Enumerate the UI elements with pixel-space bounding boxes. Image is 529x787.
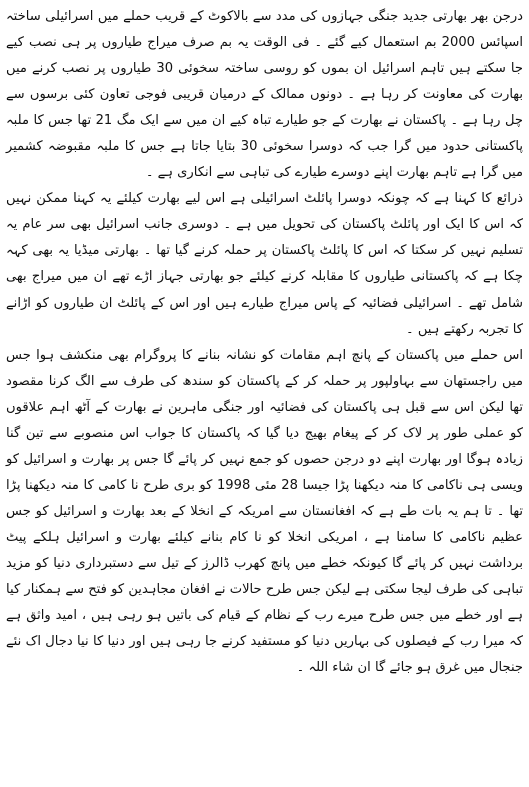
article-paragraph-3: اس حملے میں پاکستان کے پانچ اہم مقامات کو نشانہ بنانے کا پروگرام بھی منکشف ہوا جس میں راجستھان سے بہاولپور پر حملہ کر کے پاکستان کو سندھ کی طرف سے الگ کرنا مقصود تھا لیکن اس سے قبل ہی پاکستان کی فضائیہ اور جنگی ماہرین نے بھارت کے آٹھ اہم علاقوں کو عملی طور پر لاک کر کے پیغام بھیج دیا گیا کہ پاکستان کا جواب اس منصوبے سے تین گنا زیادہ ہوگا اور بھارت اپنے دو درجن حصوں کو جمع نہیں کر پائے گا جس پر بھارت و اسرائیل کو ویسی ہی ناکامی کا منہ دیکھنا پڑا جیسا 28 مئی 1998 کو بری طرح نا کامی کا منہ دیکھنا پڑا تھا ۔ تا ہم یہ بات طے ہے کہ افغانستان سے امریکہ کے انخلا کے بعد بھارت و اسرائیل کو جس عظیم ناکامی کا سامنا ہے ، امریکی انخلا کو نا کام بنانے کیلئے بھارت و اسرائیل ہلکے پیٹ برداشت نہیں کر پائے گا کیونکہ خطے میں پانچ کھرب ڈالرز کے تیل سے دستبرداری دنیا کو مزید تباہی کی طرف لیجا سکتی ہے لیکن جس طرح حالات نے افغان مجاہدین کو فتح سے ہمکنار کیا ہے اور خطے میں جس طرح میرے رب کے نظام کے قیام کی باتیں ہو رہی ہیں ، امید واثق ہے کہ میرا رب کے فیصلوں کی بہاریں دنیا کو مستفید کرنے جا رہی ہیں اور دنیا کا نیا دجال اک نئے جنجال میں غرق ہو جائے گا ان شاء اللہ ۔ (6, 347, 524, 676)
article-paragraph-2: ذرائع کا کہنا ہے کہ چونکہ دوسرا پائلٹ اسرائیلی ہے اس لیے بھارت کیلئے یہ کہنا ممکن نہیں کہ اس کا ایک اور پائلٹ پاکستان کی تحویل میں ہے ۔ دوسری جانب اسرائیل بھی سر عام یہ تسلیم نہیں کر سکتا کہ اس کا پائلٹ پاکستان پر حملہ کرنے گیا تھا ۔ بھارتی میڈیا یہ بھی کہہ چکا ہے کہ پاکستانی طیاروں کا مقابلہ کرنے کیلئے جو بھارتی جہاز اڑے تھے ان میں میراج بھی شامل تھے ۔ اسرائیلی فضائیہ کے پاس میراج طیارے ہیں اور اس کے پائلٹ ان طیاروں کو اڑانے کا تجربہ رکھتے ہیں ۔ (6, 191, 523, 337)
article-paragraph-1: درجن بھر بھارتی جدید جنگی جہازوں کی مدد سے بالاکوٹ کے قریب حملے میں اسرائیلی ساختہ اسپائس 2000 بم استعمال کیے گئے ۔ فی الوقت یہ بم صرف میراج طیاروں پر ہی نصب کیے جا سکتے ہیں تاہم اسرائیل ان بموں کو روسی ساختہ سخوئی 30 طیاروں پر نصب کرنے میں بھارت کی معاونت کر رہا ہے ۔ دونوں ممالک کے درمیان قریبی فوجی تعاون کئی برسوں سے چل رہا ہے ۔ پاکستان نے بھارت کے جو طیارے تباہ کیے ان میں سے ایک مگ 21 تھا جس کا ملبہ پاکستانی حدود میں گرا جب کہ دوسرا سخوئی 30 بتایا جاتا ہے جس کا ملبہ مقبوضہ کشمیر میں گرا ہے تاہم بھارت اپنے دوسرے طیارے کی تباہی سے انکاری ہے ۔ (6, 9, 523, 181)
